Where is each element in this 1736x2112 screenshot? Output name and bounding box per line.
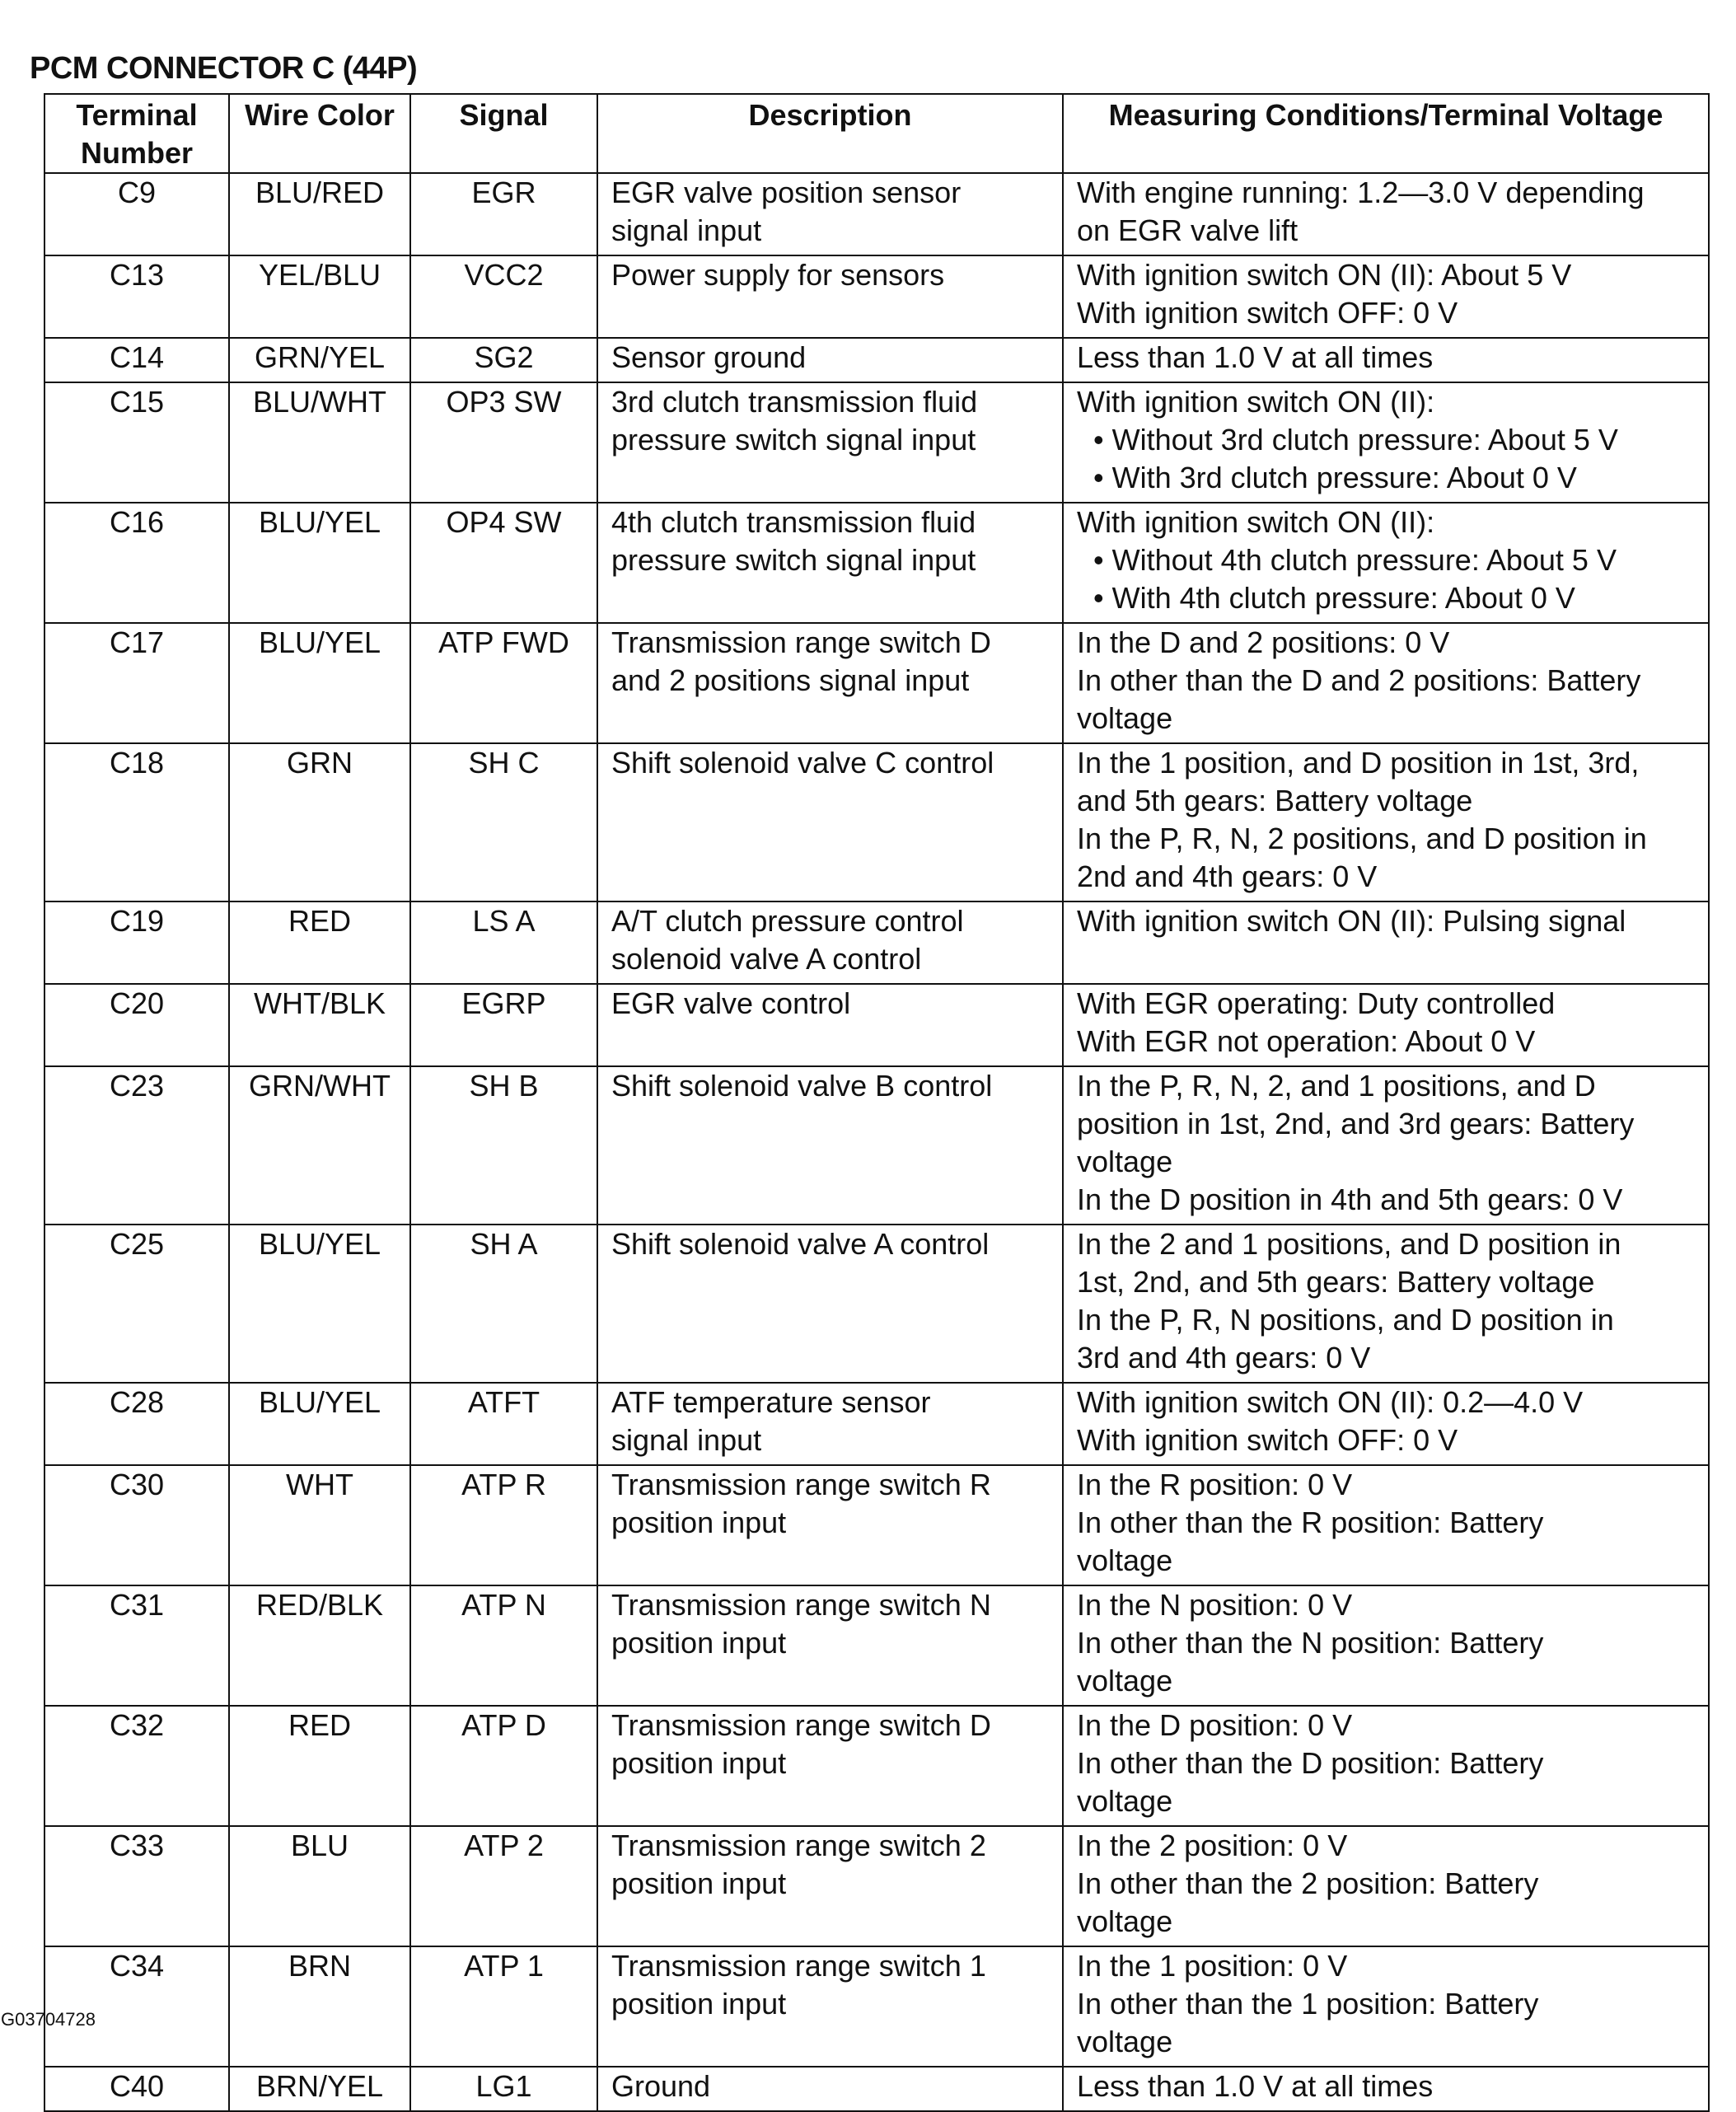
description-cell [597,984,1063,1066]
figure-id: G03704728 [1,2009,96,2030]
signal-cell: ATP 2 [410,1826,597,1946]
measuring-line: With ignition switch ON (II): [1077,385,1435,419]
terminal-number-cell: C17 [44,623,229,743]
description-line: Shift solenoid valve C control [611,746,994,780]
measuring-line: voltage [1077,1664,1173,1698]
measuring-line: Less than 1.0 V at all times [1077,2069,1434,2103]
table-row [44,901,1709,984]
terminal-number-cell: C13 [44,255,229,338]
measuring-line: In the D position in 4th and 5th gears: 0 V [1077,1182,1623,1216]
signal-cell: SH A [410,1225,597,1383]
table-row [44,1225,1709,1383]
measuring-conditions-cell [1063,1225,1709,1383]
terminal-number-cell: C25 [44,1225,229,1383]
description-line: Transmission range switch R [611,1468,991,1501]
terminal-number-cell: C30 [44,1465,229,1585]
description-line: EGR valve position sensor [611,176,962,209]
description-line: A/T clutch pressure control [611,904,964,938]
description-cell [597,1383,1063,1465]
measuring-line: In the R position: 0 V [1077,1468,1353,1501]
table-row [44,1946,1709,2067]
measuring-conditions-cell [1063,1383,1709,1465]
description-line: 4th clutch transmission fluid [611,505,976,539]
measuring-conditions-cell [1063,1946,1709,2067]
measuring-line: With EGR not operation: About 0 V [1077,1024,1536,1058]
measuring-line: voltage [1077,701,1173,735]
description-cell [597,623,1063,743]
measuring-conditions-cell [1063,1826,1709,1946]
measuring-line: on EGR valve lift [1077,213,1298,247]
header-terminal-number [44,94,229,173]
measuring-line: In the D and 2 positions: 0 V [1077,625,1450,659]
table-row [44,1066,1709,1225]
measuring-line: In the N position: 0 V [1077,1588,1353,1622]
wire-color-cell: RED [229,901,410,984]
measuring-line: With ignition switch OFF: 0 V [1077,1423,1458,1457]
wire-color-cell: BLU [229,1826,410,1946]
measuring-line: Less than 1.0 V at all times [1077,340,1434,374]
terminal-number-cell: C20 [44,984,229,1066]
measuring-line: With ignition switch ON (II): Pulsing signal [1077,904,1626,938]
wire-color-cell: GRN [229,743,410,901]
measuring-line: 2nd and 4th gears: 0 V [1077,859,1378,893]
page-title: PCM CONNECTOR C (44P) [30,51,418,86]
description-cell [597,338,1063,382]
measuring-conditions-cell [1063,901,1709,984]
measuring-line: With EGR operating: Duty controlled [1077,986,1556,1020]
description-cell [597,1465,1063,1585]
signal-cell: ATP D [410,1706,597,1826]
wire-color-cell: BRN/YEL [229,2067,410,2111]
measuring-line: voltage [1077,1784,1173,1818]
signal-cell: ATP N [410,1585,597,1706]
measuring-line: 1st, 2nd, and 5th gears: Battery voltage [1077,1265,1595,1299]
signal-cell: SH C [410,743,597,901]
wire-color-cell: RED [229,1706,410,1826]
table-row [44,623,1709,743]
description-cell [597,1225,1063,1383]
wire-color-cell: BLU/WHT [229,382,410,503]
measuring-line: position in 1st, 2nd, and 3rd gears: Battery [1077,1107,1635,1140]
description-line: pressure switch signal input [611,543,976,577]
terminal-number-cell: C34 [44,1946,229,2067]
wire-color-cell: GRN/WHT [229,1066,410,1225]
measuring-line: In other than the D position: Battery [1077,1746,1544,1780]
terminal-number-cell: C15 [44,382,229,503]
description-line: Transmission range switch D [611,1708,991,1742]
header-line: Signal [459,98,549,132]
measuring-conditions-cell [1063,382,1709,503]
wire-color-cell: BLU/YEL [229,623,410,743]
signal-cell: LG1 [410,2067,597,2111]
measuring-line: In other than the N position: Battery [1077,1626,1544,1660]
description-line: EGR valve control [611,986,851,1020]
measuring-conditions-cell [1063,2067,1709,2111]
measuring-line: With ignition switch ON (II): About 5 V [1077,258,1572,292]
description-cell [597,503,1063,623]
measuring-line: With ignition switch ON (II): [1077,505,1435,539]
measuring-line: In the 1 position: 0 V [1077,1949,1348,1983]
terminal-number-cell: C16 [44,503,229,623]
description-line: 3rd clutch transmission fluid [611,385,978,419]
description-cell [597,1066,1063,1225]
wire-color-cell: WHT/BLK [229,984,410,1066]
header-description [597,94,1063,173]
table-row [44,382,1709,503]
wire-color-cell: BRN [229,1946,410,2067]
wire-color-cell: GRN/YEL [229,338,410,382]
description-cell [597,743,1063,901]
wire-color-cell: BLU/YEL [229,1383,410,1465]
measuring-line: voltage [1077,1145,1173,1178]
wire-color-cell: BLU/YEL [229,503,410,623]
terminal-number-cell: C28 [44,1383,229,1465]
measuring-conditions-cell [1063,1066,1709,1225]
terminal-number-cell: C18 [44,743,229,901]
signal-cell: ATP 1 [410,1946,597,2067]
description-line: ATF temperature sensor [611,1385,931,1419]
measuring-line: In other than the 1 position: Battery [1077,1987,1539,2021]
wire-color-cell: RED/BLK [229,1585,410,1706]
signal-cell: OP3 SW [410,382,597,503]
description-cell [597,255,1063,338]
signal-cell: EGRP [410,984,597,1066]
description-line: Transmission range switch N [611,1588,991,1622]
wire-color-cell: BLU/YEL [229,1225,410,1383]
measuring-line: In other than the R position: Battery [1077,1506,1544,1539]
measuring-line: • With 4th clutch pressure: About 0 V [1077,581,1575,615]
signal-cell: ATFT [410,1383,597,1465]
description-line: signal input [611,1423,762,1457]
description-line: position input [611,1506,787,1539]
measuring-line: • Without 3rd clutch pressure: About 5 V [1077,423,1618,457]
measuring-line: With engine running: 1.2—3.0 V depending [1077,176,1645,209]
description-line: signal input [611,213,762,247]
description-line: position input [611,1746,787,1780]
measuring-line: and 5th gears: Battery voltage [1077,784,1473,817]
measuring-line: In the P, R, N, 2, and 1 positions, and D [1077,1069,1596,1103]
measuring-line: With ignition switch OFF: 0 V [1077,296,1458,330]
terminal-number-cell: C14 [44,338,229,382]
description-cell [597,2067,1063,2111]
signal-cell: VCC2 [410,255,597,338]
measuring-conditions-cell [1063,984,1709,1066]
table-row [44,1826,1709,1946]
measuring-conditions-cell [1063,503,1709,623]
table-body [44,173,1709,2111]
pcm-connector-table [44,93,1710,2112]
description-line: Sensor ground [611,340,807,374]
table-row [44,984,1709,1066]
description-cell [597,1946,1063,2067]
terminal-number-cell: C33 [44,1826,229,1946]
signal-cell: LS A [410,901,597,984]
description-line: Transmission range switch 2 [611,1829,986,1862]
table-row [44,1706,1709,1826]
description-line: Transmission range switch 1 [611,1949,986,1983]
signal-cell: EGR [410,173,597,255]
measuring-conditions-cell [1063,743,1709,901]
terminal-number-cell: C9 [44,173,229,255]
measuring-conditions-cell [1063,623,1709,743]
description-line: position input [611,1626,787,1660]
signal-cell: SG2 [410,338,597,382]
description-cell [597,901,1063,984]
measuring-line: In other than the D and 2 positions: Battery [1077,663,1641,697]
terminal-number-cell: C23 [44,1066,229,1225]
measuring-conditions-cell [1063,1706,1709,1826]
description-cell [597,1585,1063,1706]
measuring-line: In the D position: 0 V [1077,1708,1353,1742]
measuring-conditions-cell [1063,1465,1709,1585]
description-cell [597,1826,1063,1946]
description-line: Ground [611,2069,711,2103]
description-line: Shift solenoid valve B control [611,1069,993,1103]
header-signal [410,94,597,173]
table-row [44,1383,1709,1465]
measuring-line: voltage [1077,1904,1173,1938]
table-row [44,255,1709,338]
measuring-conditions-cell [1063,173,1709,255]
terminal-number-cell: C40 [44,2067,229,2111]
description-cell [597,173,1063,255]
measuring-line: In the 2 and 1 positions, and D position in [1077,1227,1621,1261]
description-cell [597,382,1063,503]
description-cell [597,1706,1063,1826]
measuring-line: With ignition switch ON (II): 0.2—4.0 V [1077,1385,1584,1419]
description-line: Transmission range switch D [611,625,991,659]
header-line: Measuring Conditions/Terminal Voltage [1108,98,1663,132]
table-row [44,338,1709,382]
header-line: Description [748,98,912,132]
table-header-row [44,94,1709,173]
description-line: position input [611,1866,787,1900]
description-line: Shift solenoid valve A control [611,1227,990,1261]
measuring-conditions-cell [1063,338,1709,382]
wire-color-cell: WHT [229,1465,410,1585]
measuring-line: • Without 4th clutch pressure: About 5 V [1077,543,1617,577]
header-line: Number [80,136,194,170]
measuring-line: In the P, R, N positions, and D position in [1077,1303,1614,1337]
measuring-conditions-cell [1063,1585,1709,1706]
measuring-line: voltage [1077,2025,1173,2058]
header-wire-color [229,94,410,173]
signal-cell: ATP R [410,1465,597,1585]
description-line: and 2 positions signal input [611,663,970,697]
table-row [44,503,1709,623]
signal-cell: SH B [410,1066,597,1225]
description-line: solenoid valve A control [611,942,922,976]
measuring-line: In other than the 2 position: Battery [1077,1866,1539,1900]
header-measuring-conditions [1063,94,1709,173]
measuring-line: In the 2 position: 0 V [1077,1829,1348,1862]
measuring-line: voltage [1077,1543,1173,1577]
measuring-line: • With 3rd clutch pressure: About 0 V [1077,461,1577,494]
table-row [44,743,1709,901]
wire-color-cell: YEL/BLU [229,255,410,338]
measuring-line: In the P, R, N, 2 positions, and D position in [1077,822,1647,855]
terminal-number-cell: C31 [44,1585,229,1706]
table-row [44,1585,1709,1706]
measuring-line: In the 1 position, and D position in 1st, 3rd, [1077,746,1640,780]
measuring-conditions-cell [1063,255,1709,338]
description-line: position input [611,1987,787,2021]
signal-cell: ATP FWD [410,623,597,743]
description-line: Power supply for sensors [611,258,945,292]
header-line: Wire Color [245,98,395,132]
measuring-line: 3rd and 4th gears: 0 V [1077,1341,1371,1374]
table-row [44,173,1709,255]
table-row [44,1465,1709,1585]
terminal-number-cell: C19 [44,901,229,984]
table-row [44,2067,1709,2111]
header-line: Terminal [76,98,198,132]
signal-cell: OP4 SW [410,503,597,623]
wire-color-cell: BLU/RED [229,173,410,255]
description-line: pressure switch signal input [611,423,976,457]
terminal-number-cell: C32 [44,1706,229,1826]
